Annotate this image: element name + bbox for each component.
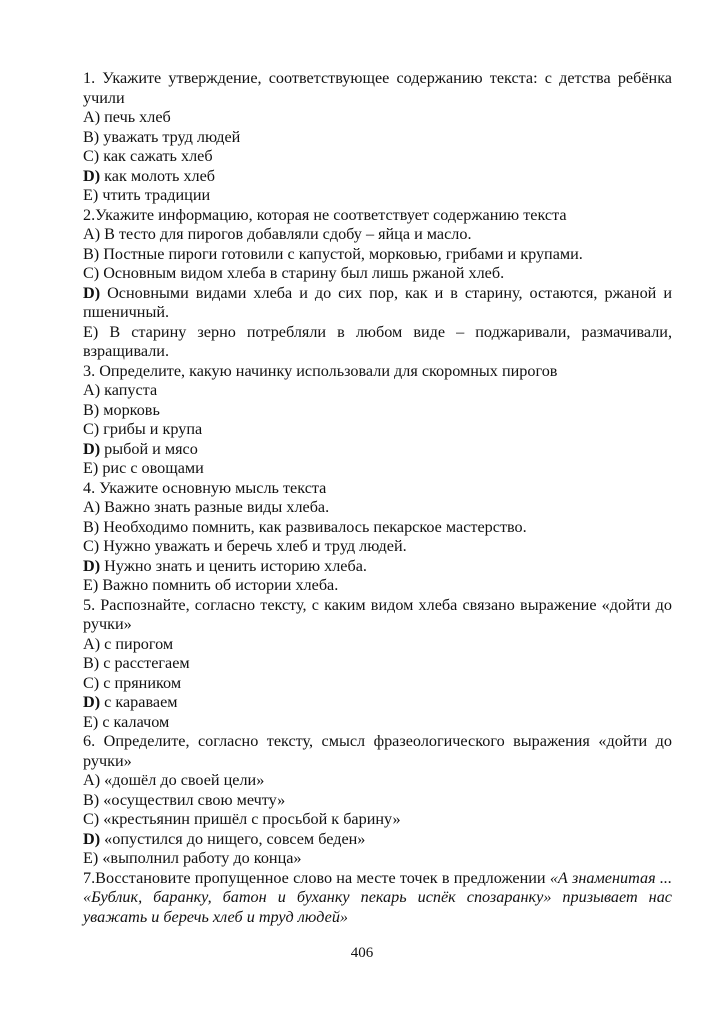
option-text: грибы и крупа	[99, 420, 203, 438]
option-letter: A)	[83, 381, 101, 399]
option-letter: D)	[83, 693, 101, 711]
answer-option	[83, 381, 672, 401]
option-letter: D)	[83, 283, 101, 302]
option-letter: E)	[83, 186, 99, 204]
option-text: Нужно знать и ценить историю хлеба.	[100, 556, 367, 575]
option-text: Необходимо помнить, как развивалось пекарское мастерство.	[99, 517, 527, 536]
answer-option	[83, 440, 672, 460]
answer-option	[83, 245, 672, 265]
option-letter: C)	[83, 810, 100, 828]
answer-option	[83, 128, 672, 148]
option-text: как сажать хлеб	[99, 147, 213, 165]
option-letter: C)	[83, 420, 100, 438]
option-text: Нужно уважать и беречь хлеб и труд людей.	[99, 537, 407, 555]
answer-option	[83, 693, 672, 713]
option-text: Основными видами хлеба и до сих пор, как и в старину, остаются, ржаной и пшеничный.	[83, 283, 672, 321]
option-text: рис с овощами	[98, 459, 204, 477]
answer-option	[83, 518, 672, 538]
option-letter: C)	[83, 264, 100, 282]
option-letter: A)	[83, 498, 101, 516]
option-text: «крестьянин пришёл с просьбой к барину»	[99, 810, 401, 828]
option-text: капуста	[100, 381, 158, 399]
question-6: 6. Определите, согласно тексту, смысл фразеологического выражения «дойти до ручки»	[83, 732, 672, 770]
option-letter: B)	[83, 654, 100, 672]
answer-option	[83, 167, 672, 187]
answer-option	[83, 635, 672, 655]
option-letter: C)	[83, 673, 100, 692]
option-letter: B)	[83, 400, 100, 419]
question-7-text: 7.Восстановите пропущенное слово на месте точек в предложении	[83, 868, 550, 887]
answer-option	[83, 264, 672, 284]
option-text: Важно знать разные виды хлеба.	[100, 498, 330, 516]
option-text: Постные пироги готовили с капустой, морковью, грибами и крупами.	[99, 244, 583, 263]
option-text: рыбой и мясо	[100, 439, 198, 458]
answer-option	[83, 147, 672, 167]
option-text: «дошёл до своей цели»	[100, 771, 265, 789]
option-text: уважать труд людей	[99, 127, 241, 146]
answer-option	[83, 791, 672, 811]
answer-option	[83, 186, 672, 206]
option-text: печь хлеб	[100, 108, 171, 126]
answer-option	[83, 576, 672, 596]
document-page	[83, 69, 672, 927]
option-letter: E)	[83, 459, 99, 477]
option-letter: D)	[83, 829, 101, 848]
option-text: с пирогом	[100, 634, 174, 653]
question-1: 1. Укажите утверждение, соответствующее содержанию текста: с детства ребёнка учили	[83, 69, 672, 107]
option-text: Важно помнить об истории хлеба.	[98, 576, 339, 594]
answer-option	[83, 225, 672, 245]
option-letter: C)	[83, 147, 100, 165]
answer-option	[83, 713, 672, 733]
option-letter: D)	[83, 439, 101, 458]
option-letter: B)	[83, 127, 100, 146]
answer-option	[83, 401, 672, 421]
option-text: с пряником	[99, 673, 182, 692]
answer-option	[83, 459, 672, 479]
option-text: морковь	[99, 400, 160, 419]
answer-option	[83, 654, 672, 674]
question-7	[83, 869, 672, 928]
option-text: В тесто для пирогов добавляли сдобу – яйца и масло.	[100, 225, 472, 243]
option-letter: E)	[83, 322, 99, 341]
option-text: «осуществил свою мечту»	[99, 790, 286, 809]
answer-option	[83, 830, 672, 850]
answer-option	[83, 810, 672, 830]
page-number: 406	[350, 945, 374, 961]
option-letter: D)	[83, 166, 101, 185]
option-letter: B)	[83, 517, 100, 536]
option-letter: E)	[83, 712, 99, 731]
option-text: с калачом	[98, 712, 170, 731]
option-text: с караваем	[100, 693, 178, 711]
answer-option	[83, 557, 672, 577]
question-7-quote: «А знаменитая ... «Бублик, баранку, батон и буханку пекарь испёк спозаранку» призывает нас уважать и беречь хлеб и труд людей»	[83, 868, 672, 926]
answer-option	[83, 537, 672, 557]
answer-option	[83, 771, 672, 791]
answer-option	[83, 674, 672, 694]
option-letter: C)	[83, 537, 100, 555]
option-text: «выполнил работу до конца»	[98, 849, 302, 867]
answer-option	[83, 849, 672, 869]
answer-option	[83, 420, 672, 440]
option-letter: E)	[83, 576, 99, 594]
option-text: «опустился до нищего, совсем беден»	[100, 829, 366, 848]
question-3: 3. Определите, какую начинку использовали для скоромных пирогов	[83, 361, 558, 380]
option-letter: E)	[83, 849, 99, 867]
answer-option	[83, 498, 672, 518]
answer-option	[83, 284, 672, 323]
option-text: Основным видом хлеба в старину был лишь ржаной хлеб.	[99, 264, 505, 282]
option-letter: B)	[83, 244, 100, 263]
question-2: 2.Укажите информацию, которая не соответствует содержанию текста	[83, 205, 567, 224]
option-letter: B)	[83, 790, 100, 809]
option-letter: A)	[83, 634, 101, 653]
option-letter: D)	[83, 556, 101, 575]
answer-option	[83, 108, 672, 128]
option-letter: A)	[83, 108, 101, 126]
question-5: 5. Распознайте, согласно тексту, с каким видом хлеба связано выражение «дойти до ручки»	[83, 595, 672, 633]
question-4: 4. Укажите основную мысль текста	[83, 478, 327, 497]
option-text: чтить традиции	[98, 186, 211, 204]
option-text: как молоть хлеб	[100, 166, 216, 185]
answer-option	[83, 323, 672, 362]
option-letter: A)	[83, 771, 101, 789]
option-text: с расстегаем	[99, 654, 190, 672]
option-letter: A)	[83, 225, 101, 243]
option-text: В старину зерно потребляли в любом виде – поджаривали, размачивали, взращивали.	[83, 322, 672, 360]
